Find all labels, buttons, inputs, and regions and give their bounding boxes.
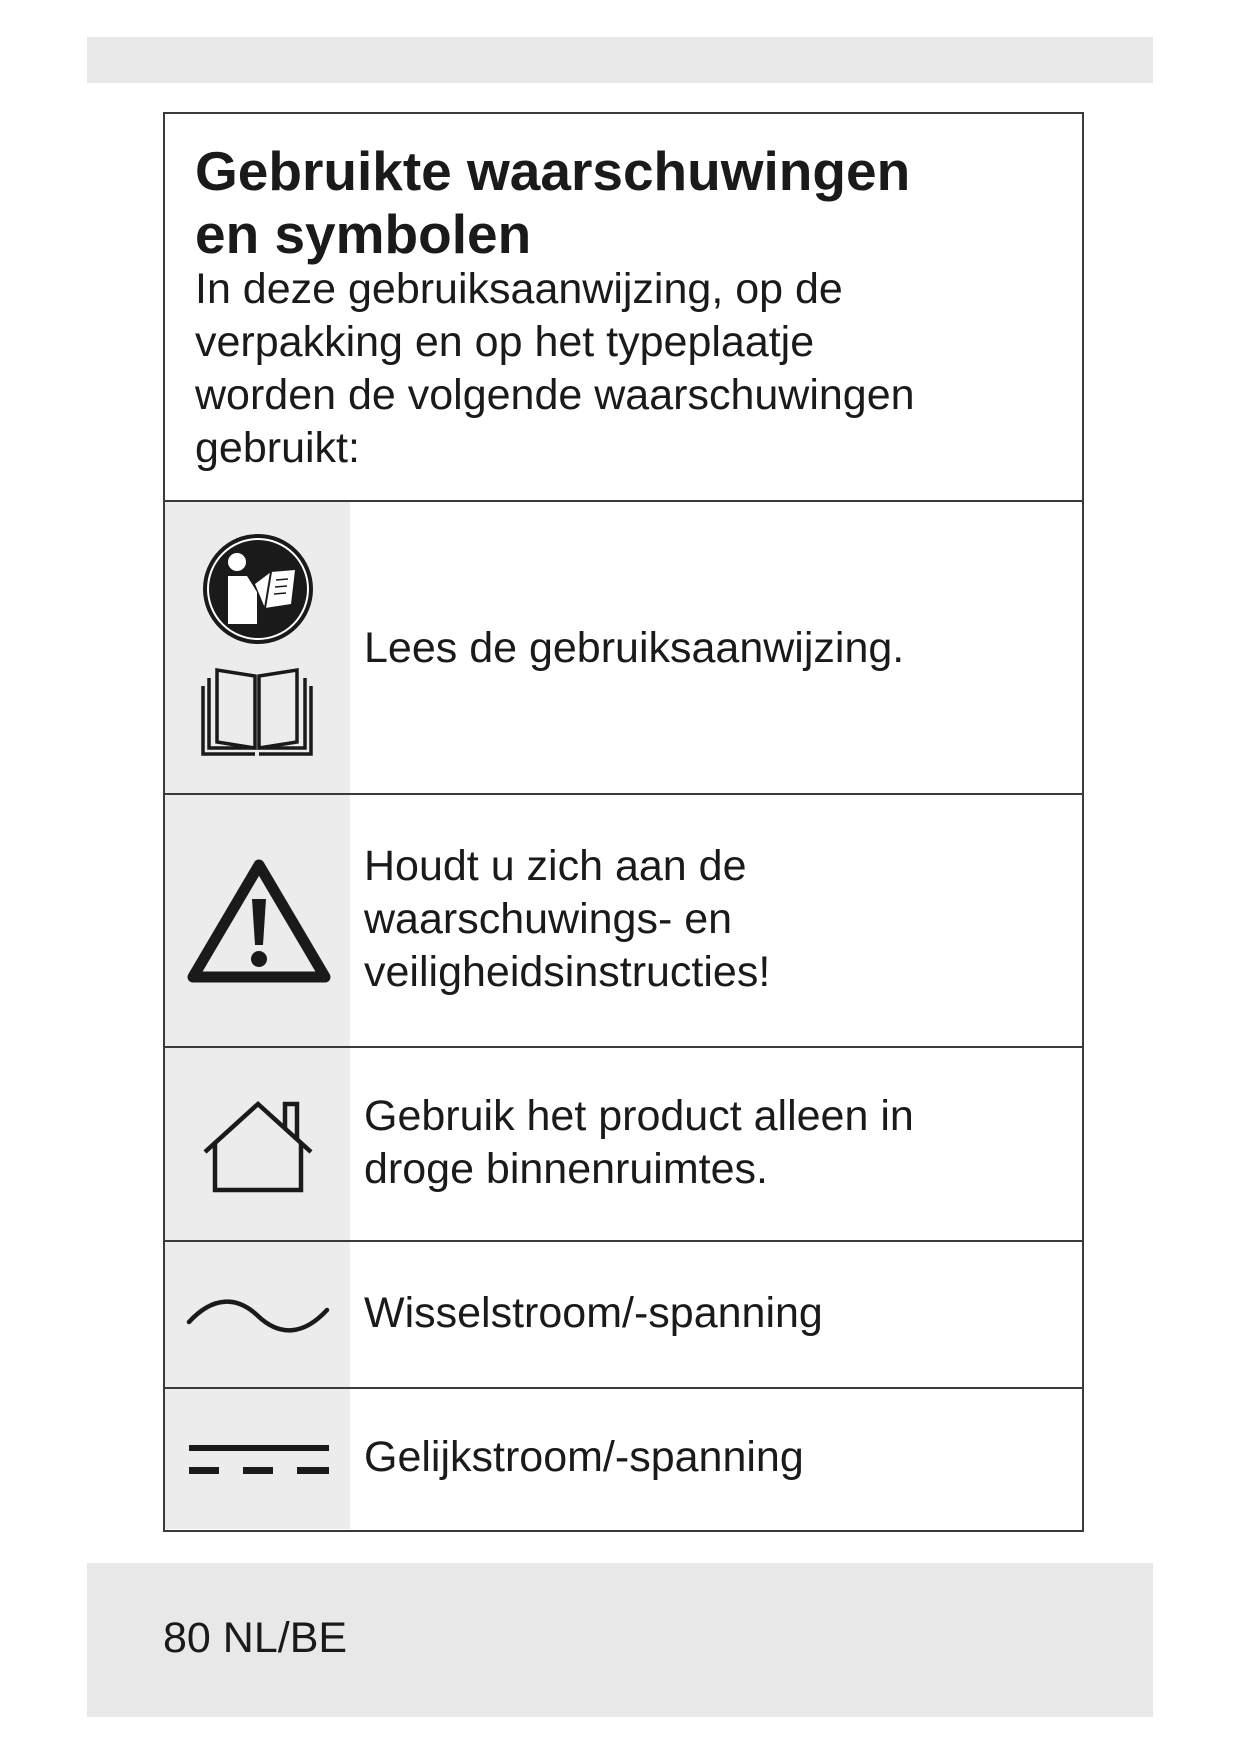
intro-text (195, 263, 1065, 475)
description-line: Lees de gebruiksaanwijzing. (364, 624, 905, 672)
icon-cell (165, 795, 350, 1046)
symbol-description (364, 1090, 1064, 1196)
description-line: Gelijkstroom/-spanning (364, 1433, 804, 1481)
intro-line: gebruikt: (195, 424, 360, 472)
icon-cell (165, 502, 350, 793)
intro-line: verpakking en op het typeplaatje (195, 318, 815, 366)
house-icon (201, 1098, 315, 1196)
symbols-table (163, 112, 1084, 1532)
symbol-description (364, 622, 1064, 675)
symbol-description (364, 1431, 1064, 1484)
icon-cell (165, 1048, 350, 1240)
description-line: Wisselstroom/-spanning (364, 1289, 823, 1337)
direct-current-icon (187, 1441, 331, 1477)
table-header (165, 114, 1082, 502)
symbol-description (364, 840, 1064, 999)
read-manual-icon (201, 532, 315, 646)
page-number: 80 NL/BE (163, 1614, 348, 1662)
intro-line: In deze gebruiksaanwijzing, op de (195, 265, 843, 313)
warning-triangle-icon (187, 857, 331, 985)
icon-cell (165, 1242, 350, 1387)
title-line: en symbolen (195, 203, 532, 265)
symbol-row-warning (165, 795, 1082, 1048)
intro-line: worden de volgende waarschuwingen (195, 371, 915, 419)
section-title (195, 140, 1055, 266)
description-line: waarschuwings- en (364, 895, 733, 943)
symbol-row-indoor (165, 1048, 1082, 1242)
symbol-description (364, 1287, 1064, 1340)
open-book-icon (199, 664, 315, 758)
symbol-row-dc (165, 1389, 1082, 1529)
description-line: Gebruik het product alleen in (364, 1092, 914, 1140)
description-line: veiligheidsinstructies! (364, 948, 771, 996)
description-line: Houdt u zich aan de (364, 842, 747, 890)
alternating-current-icon (185, 1294, 331, 1338)
title-line: Gebruikte waarschuwingen (195, 140, 911, 202)
top-band (87, 37, 1153, 83)
symbol-row-read-manual (165, 502, 1082, 795)
icon-cell (165, 1389, 350, 1529)
description-line: droge binnenruimtes. (364, 1145, 768, 1193)
symbol-row-ac (165, 1242, 1082, 1389)
